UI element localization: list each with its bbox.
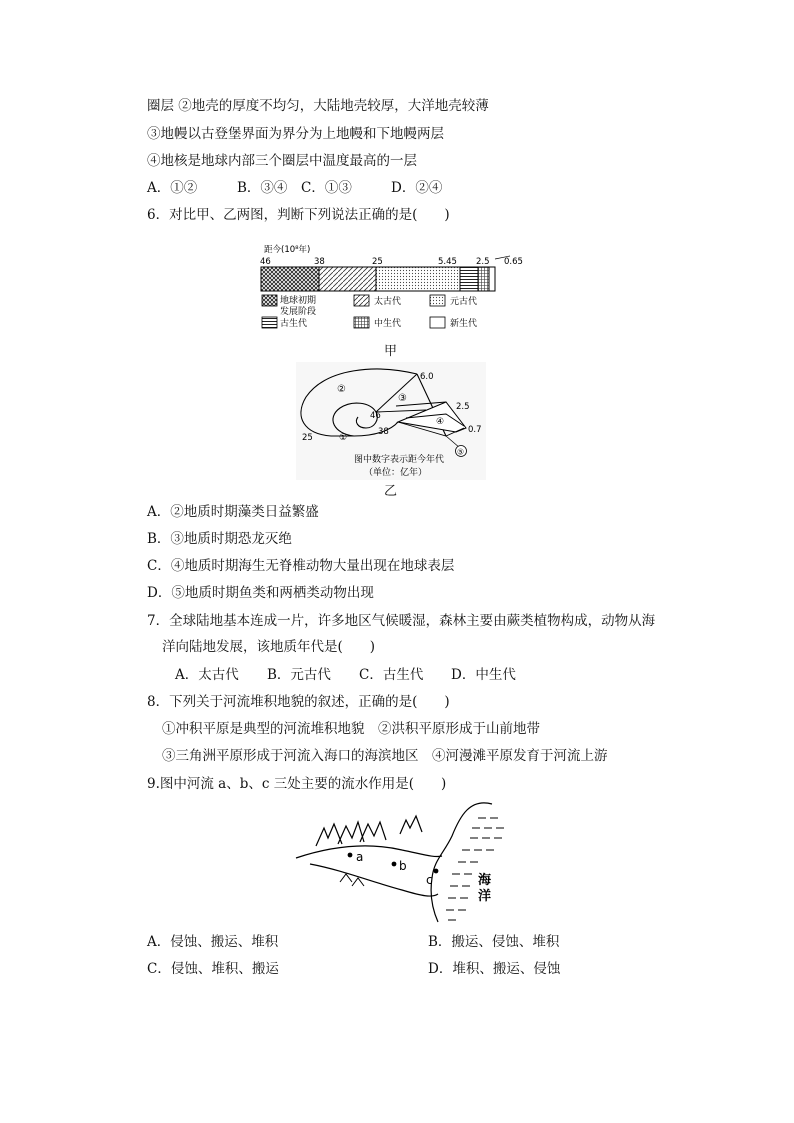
zone-2: ② xyxy=(337,384,346,395)
axis-label: 距今(10⁸年) xyxy=(264,245,311,255)
q7-option-c[interactable]: C．古生代 xyxy=(359,667,424,683)
tick-25: 25 xyxy=(372,257,383,267)
tick-38: 38 xyxy=(314,257,325,267)
bar-early-earth xyxy=(261,267,319,291)
q9-option-a[interactable]: A．侵蚀、搬运、堆积 xyxy=(147,934,279,950)
point-c-dot xyxy=(434,869,439,874)
q5-statement-1: 圈层 ②地壳的厚度不均匀，大陆地壳较厚，大洋地壳较薄 xyxy=(147,98,489,114)
q5-option-b[interactable]: B．③④ xyxy=(237,180,288,196)
q7-stem-2: 洋向陆地发展，该地质年代是( ) xyxy=(162,639,376,655)
q7-option-b[interactable]: B．元古代 xyxy=(267,667,331,683)
spiral-figure-yi xyxy=(296,362,486,480)
label-0-7: 0.7 xyxy=(468,425,482,435)
q6-option-b[interactable]: B．③地质时期恐龙灭绝 xyxy=(147,531,292,547)
legend-cenozoic: 新生代 xyxy=(450,319,478,329)
q6-option-c[interactable]: C．④地质时期海生无脊椎动物大量出现在地球表层 xyxy=(147,558,455,574)
legend-paleozoic: 古生代 xyxy=(280,319,308,329)
label-2-5: 2.5 xyxy=(456,402,470,412)
zone-5: ⑤ xyxy=(457,447,465,457)
legend-early-2: 发展阶段 xyxy=(280,307,317,317)
timeline-figure-jia xyxy=(258,242,528,334)
point-c-label: c xyxy=(426,873,433,887)
q9-stem: 9.图中河流 a、b、c 三处主要的流水作用是( ) xyxy=(147,776,447,792)
tick-0-65: 0.65 xyxy=(504,257,523,267)
q8-stem: 8．下列关于河流堆积地貌的叙述，正确的是( ) xyxy=(147,694,450,710)
label-46: 46 xyxy=(370,411,381,421)
legend-swatch-archean xyxy=(354,295,369,306)
bar-paleozoic xyxy=(460,267,478,291)
figure-note-2: （单位：亿年） xyxy=(364,468,428,478)
q9-option-c[interactable]: C．侵蚀、堆积、搬运 xyxy=(147,961,279,977)
label-6-0: 6.0 xyxy=(420,372,434,382)
zone-3: ③ xyxy=(398,393,407,404)
q9-option-b[interactable]: B．搬运、侵蚀、堆积 xyxy=(428,934,560,950)
q8-statements-1: ①冲积平原是典型的河流堆积地貌 ②洪积平原形成于山前地带 xyxy=(162,721,540,737)
tick-46: 46 xyxy=(260,257,271,267)
sea-label-1: 海 xyxy=(478,873,492,888)
river-map-figure xyxy=(292,798,507,926)
figure-note-1: 图中数字表示距今年代 xyxy=(354,455,445,465)
point-a-dot xyxy=(348,853,353,858)
figure-jia-caption: 甲 xyxy=(384,344,398,359)
q6-option-d[interactable]: D．⑤地质时期鱼类和两栖类动物出现 xyxy=(147,585,374,601)
q6-stem: 6．对比甲、乙两图，判断下列说法正确的是( ) xyxy=(147,207,450,223)
q5-statement-3: ③地幔以古登堡界面为界分为上地幔和下地幔两层 xyxy=(147,126,444,142)
bar-mesozoic xyxy=(478,267,489,291)
legend-swatch-mesozoic xyxy=(354,317,369,328)
figure-yi-caption: 乙 xyxy=(384,484,398,499)
legend-early-1: 地球初期 xyxy=(280,296,317,306)
bar-cenozoic xyxy=(489,267,495,291)
q7-options xyxy=(175,666,516,684)
legend-archean: 太古代 xyxy=(374,297,402,307)
legend-proterozoic: 元古代 xyxy=(450,297,478,307)
q7-option-a[interactable]: A．太古代 xyxy=(175,667,239,683)
sea-label-2: 洋 xyxy=(478,889,492,904)
q5-options xyxy=(147,179,442,197)
q7-option-d[interactable]: D．中生代 xyxy=(451,667,516,683)
label-38: 38 xyxy=(378,427,389,437)
legend-mesozoic: 中生代 xyxy=(374,319,402,329)
tick-2-5: 2.5 xyxy=(476,257,490,267)
q5-option-a[interactable]: A．①② xyxy=(147,180,198,196)
legend-swatch-early xyxy=(262,295,277,306)
bar-archean xyxy=(319,267,376,291)
q8-statements-2: ③三角洲平原形成于河流入海口的海滨地区 ④河漫滩平原发育于河流上游 xyxy=(162,748,608,764)
legend-swatch-cenozoic xyxy=(430,317,445,328)
legend-swatch-proterozoic xyxy=(430,295,445,306)
q5-option-d[interactable]: D．②④ xyxy=(391,180,443,196)
label-25: 25 xyxy=(302,433,313,443)
q6-option-a[interactable]: A．②地质时期藻类日益繁盛 xyxy=(147,504,319,520)
q7-stem-1: 7．全球陆地基本连成一片，许多地区气候暖湿，森林主要由蕨类植物构成，动物从海 xyxy=(147,613,656,629)
point-b-label: b xyxy=(399,859,407,873)
tick-5-45: 5.45 xyxy=(438,257,457,267)
q5-option-c[interactable]: C．①③ xyxy=(301,180,352,196)
point-b-dot xyxy=(392,862,397,867)
q9-option-d[interactable]: D．堆积、搬运、侵蚀 xyxy=(428,961,561,977)
zone-1: ① xyxy=(339,433,348,443)
bar-proterozoic xyxy=(376,267,460,291)
point-a-label: a xyxy=(356,850,364,864)
q5-statement-4: ④地核是地球内部三个圈层中温度最高的一层 xyxy=(147,153,417,169)
zone-4: ④ xyxy=(436,417,445,427)
legend-swatch-paleozoic xyxy=(262,317,277,328)
